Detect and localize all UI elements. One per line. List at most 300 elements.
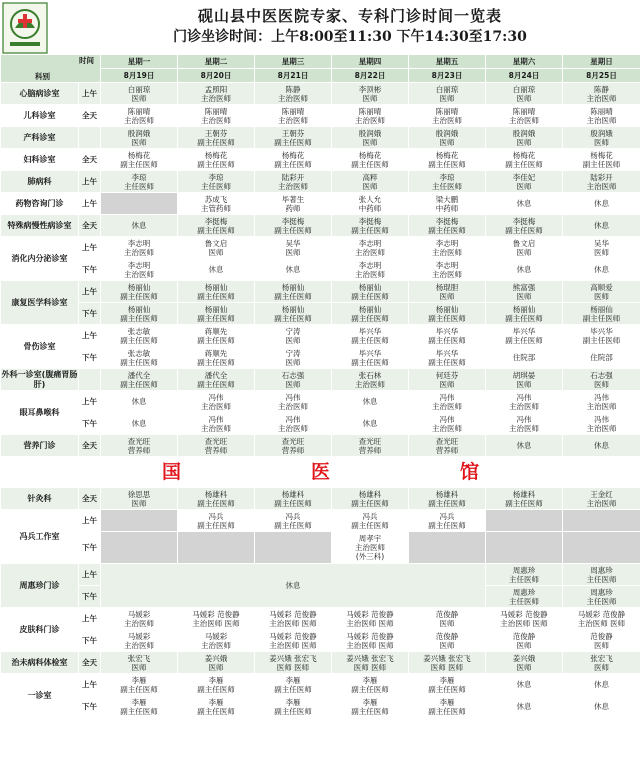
cell-line: 李雁 <box>362 697 378 707</box>
cell-line: 主治医师 医师 <box>269 640 317 650</box>
session-cell: 上午 <box>79 171 101 193</box>
doctor-cell <box>332 347 409 369</box>
doctor-cell <box>101 83 178 105</box>
doctor-cell <box>486 391 563 413</box>
cell-line: 马媛彩 范俊静 <box>500 609 548 619</box>
cell-line: 副主任医师 <box>428 159 466 169</box>
doctor-cell <box>563 391 640 413</box>
cell-line: 杨雄科 <box>512 489 536 499</box>
cell-line: 医师 <box>208 247 224 257</box>
cell-line: 医师 <box>362 181 378 191</box>
cell-line: 冯兵 <box>362 511 378 521</box>
cell-line: 营养师 <box>127 445 151 455</box>
cell-line: 医师 <box>594 662 609 672</box>
cell-line: 周惠珍 <box>512 565 536 575</box>
cell-line: 冯伟 <box>516 392 532 402</box>
dept-cell: 一诊室 <box>1 674 79 718</box>
day-header: 星期一 <box>101 55 178 69</box>
cell-line: 主治医师 <box>355 115 385 125</box>
doctor-cell <box>332 237 409 259</box>
table-row <box>1 674 640 696</box>
doctor-cell <box>486 435 563 457</box>
cell-line: 医师 <box>516 379 532 389</box>
doctor-cell <box>563 347 640 369</box>
dept-cell: 骨伤诊室 <box>1 325 79 369</box>
cell-line: 副主任医师 <box>274 313 312 323</box>
cell-line: 杨丽仙 <box>512 304 536 314</box>
cell-line: 医师 <box>131 93 147 103</box>
cell-line: 副主任医师 <box>582 335 621 345</box>
cell-line: 医师 <box>131 137 147 147</box>
doctor-cell <box>409 281 486 303</box>
cell-line: 主治医师 <box>586 115 617 125</box>
day-header: 星期二 <box>178 55 255 69</box>
cell-line: 陆彩开 <box>590 172 613 182</box>
cell-line: 杨丽仙 <box>358 304 382 314</box>
cell-line: 查光旺 <box>435 436 459 446</box>
cell-line: 主治医师 <box>432 247 462 257</box>
doctor-cell <box>409 510 486 532</box>
dept-cell <box>1 237 79 281</box>
cell-line: 马媛彩 范俊静 <box>346 631 394 641</box>
cell-line: 主治医师 <box>586 498 617 508</box>
doctor-cell <box>255 391 332 413</box>
doctor-cell <box>563 435 640 457</box>
date-header: 8月19日 <box>101 69 178 83</box>
doctor-cell <box>563 171 640 193</box>
cell-line: 王金红 <box>590 489 613 499</box>
cell-line: 副主任医师 <box>505 225 543 235</box>
banner-char: 国 <box>161 460 181 483</box>
cell-line: 医师 <box>516 640 532 650</box>
cell-line: 张志敏 <box>127 348 151 358</box>
cell-line: 副主任医师 <box>351 706 389 716</box>
cell-line: (外三科) <box>355 552 385 561</box>
cell-line: 杨梅花 <box>358 150 382 160</box>
cell-line: 毕兴华 <box>358 348 382 358</box>
table-row <box>1 630 640 652</box>
cell-line: 副主任医师 <box>505 313 543 323</box>
doctor-cell <box>101 105 178 127</box>
cell-line: 主治医师 <box>278 401 308 411</box>
cell-line: 陈丽晴 <box>435 106 459 116</box>
cell-line: 副主任医师 <box>120 706 158 716</box>
cell-line: 杨梅花 <box>127 150 151 160</box>
cell-line: 主治医师 医师 <box>192 618 240 628</box>
cell-line: 胡琪晏 <box>512 370 536 380</box>
cell-line: 陈丽晴 <box>204 106 228 116</box>
cell-line: 副主任医师 <box>505 159 543 169</box>
corner-cell <box>1 55 101 83</box>
cell-line: 杨丽仙 <box>204 282 228 292</box>
cell-line: 周惠珍 <box>590 587 613 597</box>
doctor-cell <box>101 696 178 718</box>
doctor-cell <box>563 259 640 281</box>
dept-cell: 眼耳鼻喉科 <box>1 391 79 435</box>
doctor-cell <box>563 630 640 652</box>
cell-line: 杨琨胆 <box>435 282 459 292</box>
doctor-cell <box>332 325 409 347</box>
doctor-cell <box>563 652 640 674</box>
doctor-cell <box>332 696 409 718</box>
doctor-cell <box>486 630 563 652</box>
doctor-cell <box>486 83 563 105</box>
doctor-cell <box>178 347 255 369</box>
cell-line: 周惠珍 <box>512 587 536 597</box>
cell-line: 休息 <box>285 265 301 274</box>
cell-line: 副主任医师 <box>197 225 235 235</box>
cell-line: 冯伟 <box>208 392 224 402</box>
cell-line: 孟照阳 <box>204 84 228 94</box>
rest-cell: 休息 <box>563 193 640 215</box>
doctor-cell <box>486 696 563 718</box>
cell-line: 李雁 <box>131 697 147 707</box>
table-row <box>1 83 640 105</box>
cell-line: 主治医师 <box>201 401 231 411</box>
doctor-cell <box>178 215 255 237</box>
cell-line: 医师 <box>516 247 532 257</box>
doctor-cell <box>409 149 486 171</box>
session-cell: 下午 <box>79 303 101 325</box>
cell-line: 鲁文启 <box>204 238 228 248</box>
cell-line: 内分泌诊室 <box>27 253 68 263</box>
cell-line: 白丽琼 <box>512 84 536 94</box>
doctor-cell <box>332 608 409 630</box>
cell-line: 主治医师 <box>201 640 231 650</box>
cell-line: 主治医师 <box>124 115 154 125</box>
cell-line: 查光旺 <box>358 436 382 446</box>
banner-char: 馆 <box>460 460 480 483</box>
doctor-cell <box>178 435 255 457</box>
cell-line: 主治医师 <box>355 269 385 279</box>
table-row <box>1 652 640 674</box>
cell-line: 毕著生 <box>281 194 305 204</box>
doctor-cell <box>178 237 255 259</box>
cell-line: 马媛彩 范俊静 <box>346 609 394 619</box>
cell-line: 杨丽仙 <box>204 304 228 314</box>
cell-line: 主任医师 <box>432 181 462 191</box>
doctor-cell <box>332 532 409 564</box>
doctor-cell <box>178 281 255 303</box>
doctor-cell <box>409 347 486 369</box>
cell-line: 主治医师 <box>201 93 231 103</box>
cell-line: 主管药师 <box>201 203 231 213</box>
empty-cell <box>409 532 486 564</box>
cell-line: 主治医师 <box>201 115 231 125</box>
cell-line: 消化 <box>11 253 28 263</box>
cell-line: 副主任医师 <box>197 684 235 694</box>
doctor-cell <box>101 369 178 391</box>
cell-line: 张志敏 <box>127 326 151 336</box>
cell-line: 潘代全 <box>127 370 151 380</box>
doctor-cell <box>486 281 563 303</box>
cell-line: 杨丽仙 <box>590 304 613 314</box>
session-cell: 全天 <box>79 652 101 674</box>
doctor-cell <box>255 413 332 435</box>
doctor-cell <box>178 696 255 718</box>
session-cell: 下午 <box>79 532 101 564</box>
table-row <box>1 696 640 718</box>
doctor-cell <box>101 281 178 303</box>
empty-cell <box>255 532 332 564</box>
session-cell: 上午 <box>79 564 101 586</box>
doctor-cell <box>486 674 563 696</box>
cell-line: 李琼 <box>208 172 224 182</box>
cell-line: 李雁 <box>285 675 301 685</box>
cell-line: 张人允 <box>358 194 382 204</box>
cell-line: 医学科诊室 <box>27 297 68 307</box>
cell-line: 冯兵 <box>208 511 224 521</box>
empty-cell <box>563 532 640 564</box>
cell-line: 杨丽仙 <box>435 304 459 314</box>
cell-line: 休息 <box>594 441 609 450</box>
doctor-cell <box>255 510 332 532</box>
cell-line: 营养师 <box>204 445 228 455</box>
cell-line: 副主任医师 <box>428 684 466 694</box>
cell-line: 医师 <box>439 618 455 628</box>
cell-line: 副主任医师 <box>120 159 158 169</box>
cell-line: 康复 <box>11 297 28 307</box>
cell-line: 副主任医师 <box>505 335 543 345</box>
dept-cell: 产科诊室 <box>1 127 79 149</box>
table-row <box>1 488 640 510</box>
cell-line: 宁涛 <box>285 348 301 358</box>
cell-line: 主治医师 <box>432 269 462 279</box>
dept-cell: 皮肤科门诊 <box>1 608 79 652</box>
doctor-cell <box>332 215 409 237</box>
cell-line: 高顺爱 <box>590 282 613 292</box>
doctor-cell <box>486 303 563 325</box>
cell-line: 营养师 <box>281 445 305 455</box>
cell-line: 主治医师 <box>432 423 462 433</box>
cell-line: 李雁 <box>208 697 224 707</box>
cell-line: 张宏飞 <box>590 653 613 663</box>
banner-row <box>1 457 640 488</box>
cell-line: 主治医师 <box>586 93 617 103</box>
table-row <box>1 325 640 347</box>
session-cell: 下午 <box>79 259 101 281</box>
empty-cell <box>563 510 640 532</box>
cell-line: 医师 医师 <box>276 662 310 672</box>
doctor-cell <box>563 127 640 149</box>
doctor-cell <box>101 488 178 510</box>
cell-line: 马媛彩 范俊静 <box>577 609 626 619</box>
session-cell: 上午 <box>79 193 101 215</box>
cell-line: 医师 医师 <box>353 662 387 672</box>
cell-line: 休息 <box>516 441 532 450</box>
doctor-cell <box>332 105 409 127</box>
cell-line: 医师 <box>594 137 609 147</box>
doctor-cell <box>409 303 486 325</box>
cell-line: 主任医师 <box>586 574 617 584</box>
doctor-cell <box>563 369 640 391</box>
cell-line: 李挺梅 <box>204 216 228 226</box>
doctor-cell <box>563 674 640 696</box>
cell-line: 马媛彩 范俊静 <box>192 609 240 619</box>
doctor-cell <box>409 652 486 674</box>
doctor-cell <box>255 608 332 630</box>
cell-line: 杨丽仙 <box>281 304 305 314</box>
cell-line: 医师 <box>594 291 609 301</box>
dept-cell: 营养门诊 <box>1 435 79 457</box>
guoyiguan-banner <box>1 457 640 488</box>
cell-line: 副主任医师 <box>428 313 466 323</box>
doctor-cell <box>332 303 409 325</box>
doctor-cell <box>332 630 409 652</box>
doctor-cell <box>255 435 332 457</box>
doctor-cell <box>486 237 563 259</box>
cell-line: 毕兴华 <box>435 348 459 358</box>
doctor-cell <box>101 259 178 281</box>
session-cell: 下午 <box>79 413 101 435</box>
corner-dept-label: 科别 <box>35 72 50 81</box>
cell-line: 副主任医师 <box>274 291 312 301</box>
cell-line: 毕兴华 <box>590 326 613 336</box>
cell-line: 主治医师 <box>355 543 385 552</box>
cell-line: 冯伟 <box>285 414 301 424</box>
doctor-cell <box>178 369 255 391</box>
cell-line: 白丽琼 <box>435 84 459 94</box>
cell-line: 毕兴华 <box>358 326 382 336</box>
doctor-cell <box>486 149 563 171</box>
cell-line: 李雁 <box>131 675 147 685</box>
cell-line: 医师 <box>208 662 224 672</box>
cell-line: 李佳妃 <box>512 172 536 182</box>
session-cell: 全天 <box>79 105 101 127</box>
empty-cell <box>486 510 563 532</box>
cell-line: 副主任医师 <box>274 225 312 235</box>
doctor-cell <box>255 215 332 237</box>
cell-line: 何廷芬 <box>435 370 459 380</box>
cell-line: 陆彩开 <box>281 172 305 182</box>
cell-line: 马媛彩 <box>127 609 151 619</box>
empty-cell <box>101 510 178 532</box>
cell-line: 姜兴娥 张宏飞 <box>346 653 394 663</box>
session-cell: 上午 <box>79 237 101 259</box>
doctor-cell <box>409 127 486 149</box>
doctor-cell <box>178 259 255 281</box>
cell-line: 徐思思 <box>127 489 151 499</box>
cell-line: 查光旺 <box>204 436 228 446</box>
doctor-cell <box>332 652 409 674</box>
doctor-cell <box>409 608 486 630</box>
cell-line: 副主任医师 <box>351 684 389 694</box>
date-header: 8月20日 <box>178 69 255 83</box>
cell-line: 苏成飞 <box>204 194 228 204</box>
cell-line: 冯伟 <box>516 414 532 424</box>
page-subtitle: 门诊坐诊时间：上午8:00至11:30 下午14:30至17:30 <box>173 29 527 45</box>
doctor-cell <box>563 281 640 303</box>
doctor-cell <box>178 325 255 347</box>
cell-line: 副主任医师 <box>274 498 312 508</box>
cell-line: 查光旺 <box>281 436 305 446</box>
cell-line: 主治医师 <box>586 401 617 411</box>
empty-cell <box>486 532 563 564</box>
doctor-cell <box>178 171 255 193</box>
doctor-cell <box>255 193 332 215</box>
cell-line: 主治医师 <box>355 379 385 389</box>
cell-line: 主治医师 医师 <box>269 618 317 628</box>
date-header: 8月25日 <box>563 69 640 83</box>
doctor-cell <box>178 127 255 149</box>
cell-line: 主治医师 <box>278 93 308 103</box>
cell-line: 医师 <box>362 93 378 103</box>
cell-line: 陈丽晴 <box>358 106 382 116</box>
cell-line: 李志明 <box>358 260 382 270</box>
doctor-cell <box>409 413 486 435</box>
cell-line: 主治医师 <box>355 247 385 257</box>
cell-line: 医师 医师 <box>430 662 464 672</box>
doctor-cell <box>409 171 486 193</box>
date-header: 8月23日 <box>409 69 486 83</box>
doctor-cell <box>255 488 332 510</box>
cell-line: 休息 <box>362 419 378 428</box>
cell-line: 副主任医师 <box>428 498 466 508</box>
cell-line: 蒋顺先 <box>204 326 228 336</box>
doctor-cell <box>255 325 332 347</box>
doctor-cell <box>409 105 486 127</box>
doctor-cell <box>486 564 563 586</box>
doctor-cell <box>486 608 563 630</box>
cell-line: 主治医师 医师 <box>500 618 548 628</box>
cell-line: 休息 <box>131 419 147 428</box>
doctor-cell <box>255 652 332 674</box>
doctor-cell <box>332 369 409 391</box>
cell-line: 特殊病 <box>7 220 32 230</box>
cell-line: 医师 <box>516 181 532 191</box>
cell-line: 马媛彩 范俊静 <box>269 609 317 619</box>
doctor-cell <box>255 259 332 281</box>
cell-line: 蒋顺先 <box>204 348 228 358</box>
dept-cell: 妇科诊室 <box>1 149 79 171</box>
cell-line: 医师 <box>439 379 455 389</box>
cell-line: 副主任医师 <box>582 159 621 169</box>
cell-line: 医师 <box>516 291 532 301</box>
cell-line: 冯伟 <box>594 414 609 424</box>
cell-line: 副主任医师 <box>274 137 312 147</box>
cell-line: 住院部 <box>512 353 536 362</box>
session-cell: 上午 <box>79 83 101 105</box>
doctor-cell <box>101 608 178 630</box>
table-row <box>1 149 640 171</box>
cell-line: 陈丽晴 <box>281 106 305 116</box>
cell-line: 主任医师 <box>586 596 617 606</box>
cell-line: 张石林 <box>358 370 382 380</box>
doctor-cell <box>563 564 640 586</box>
doctor-cell <box>486 127 563 149</box>
cell-line: 副主任医师 <box>428 335 466 345</box>
doctor-cell <box>178 391 255 413</box>
cell-line: 副主任医师 <box>351 159 389 169</box>
doctor-cell <box>409 237 486 259</box>
table-row <box>1 608 640 630</box>
cell-line: 李志明 <box>435 238 459 248</box>
doctor-cell <box>409 674 486 696</box>
dept-cell <box>1 369 79 391</box>
date-header: 8月24日 <box>486 69 563 83</box>
day-header: 星期三 <box>255 55 332 69</box>
rest-cell: 休息 <box>101 215 178 237</box>
cell-line: 查光旺 <box>127 436 151 446</box>
cell-line: 副主任医师 <box>120 684 158 694</box>
doctor-cell <box>486 652 563 674</box>
table-row <box>1 369 640 391</box>
doctor-cell <box>255 696 332 718</box>
cell-line: 李雁 <box>439 675 455 685</box>
doctor-cell <box>101 347 178 369</box>
session-cell: 上午 <box>79 325 101 347</box>
doctor-cell <box>332 83 409 105</box>
